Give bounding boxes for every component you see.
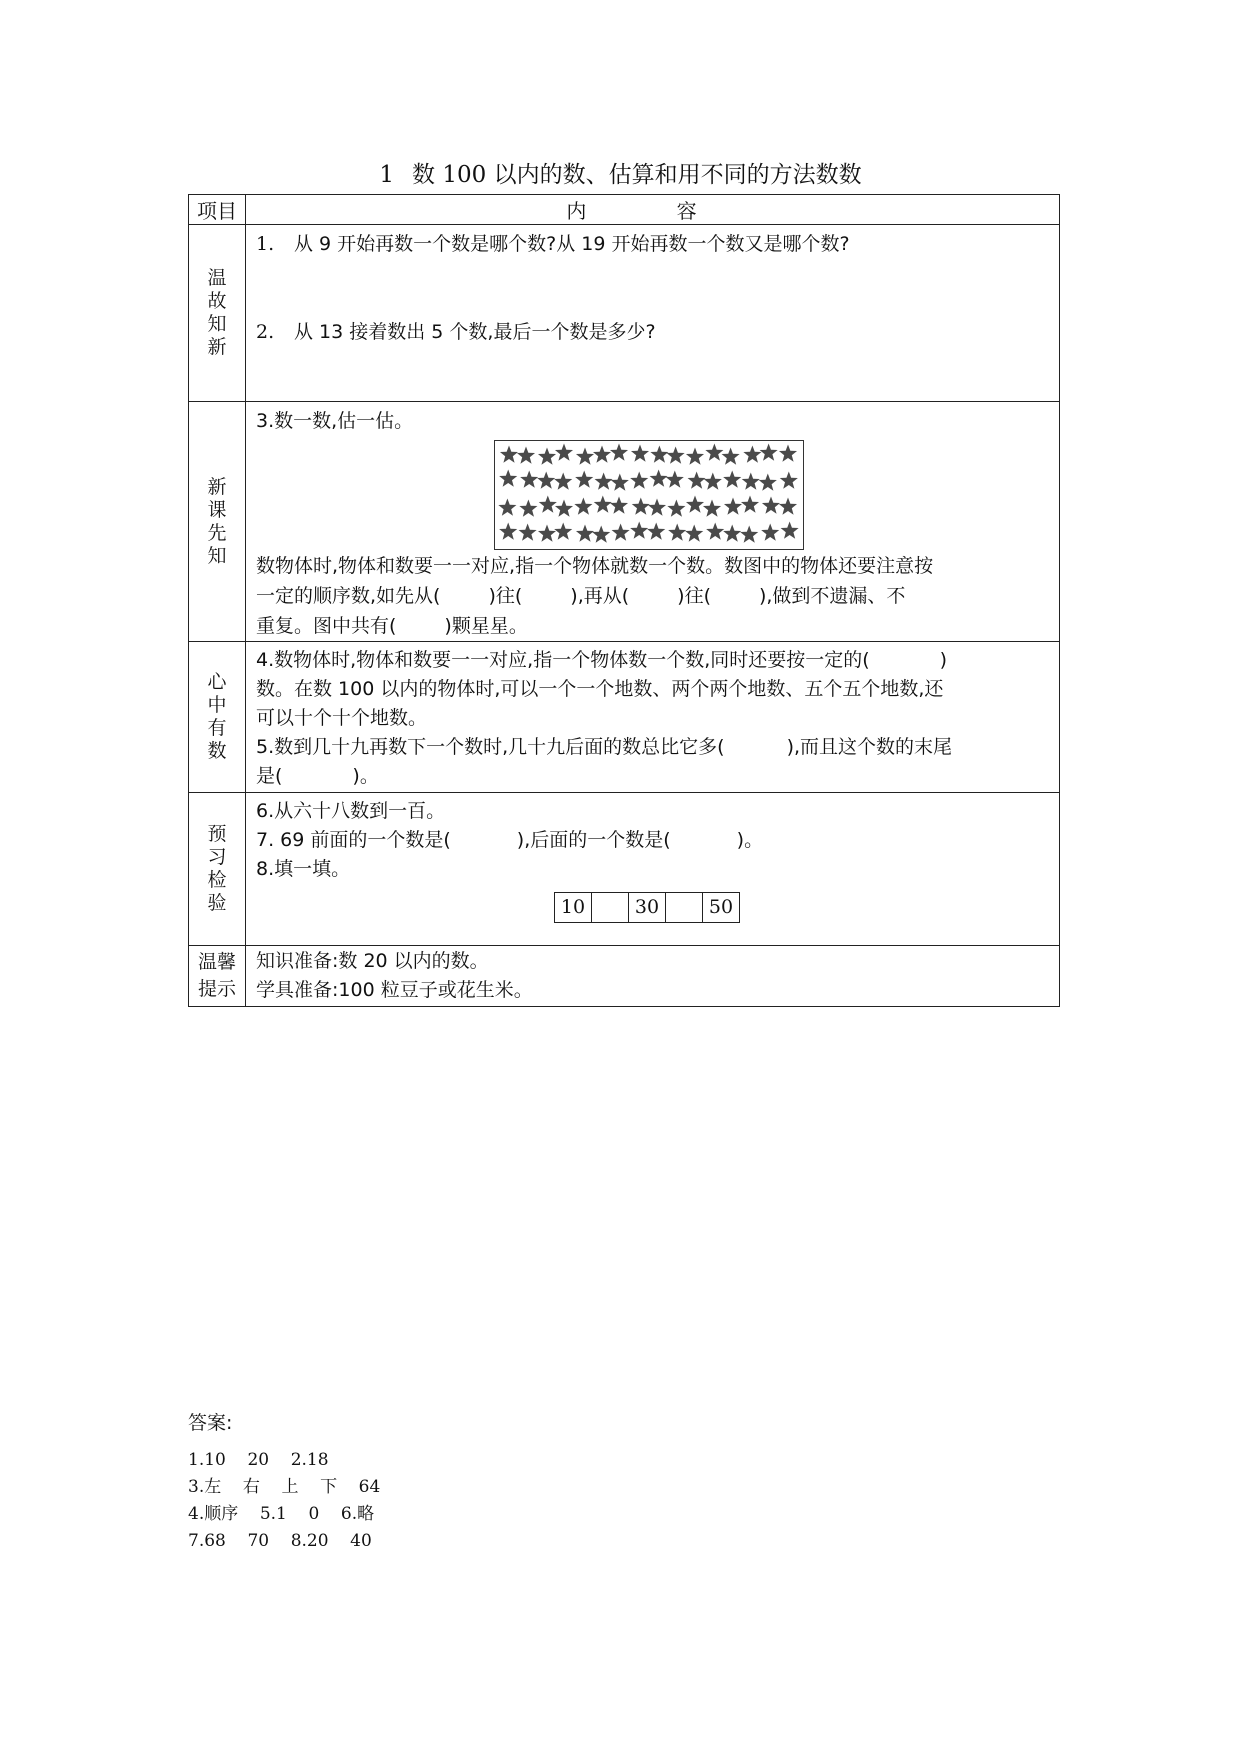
star-icon — [704, 473, 722, 490]
star-icon — [666, 471, 684, 488]
star-icon — [686, 496, 704, 513]
star-icon — [703, 500, 721, 517]
header-item: 项目 — [189, 195, 246, 225]
star-icon — [538, 448, 556, 465]
star-icon — [610, 444, 628, 461]
question-1: 1. 从 9 开始再数一个数是哪个数?从 19 开始再数一个数又是哪个数? — [256, 233, 850, 255]
star-icon — [685, 525, 703, 542]
question-2: 2. 从 13 接着数出 5 个数,最后一个数是多少? — [256, 321, 656, 343]
star-icon — [761, 524, 779, 541]
sequence-cell: 10 — [555, 893, 592, 923]
star-icon — [519, 500, 537, 517]
mind-content — [246, 642, 1060, 793]
star-icon — [575, 471, 593, 488]
star-icon — [500, 446, 518, 463]
star-icon — [759, 474, 777, 491]
star-icon — [539, 496, 557, 513]
star-icon — [538, 525, 556, 542]
label-review: 温 故 知 新 — [189, 225, 246, 402]
star-icon — [499, 470, 517, 487]
star-icon — [555, 444, 573, 461]
answer-line: 1.10 20 2.18 — [188, 1450, 329, 1470]
answer-line: 3.左 右 上 下 64 — [188, 1477, 381, 1497]
answer-line: 7.68 70 8.20 40 — [188, 1531, 372, 1551]
label-mind: 心 中 有 数 — [189, 642, 246, 793]
star-icon — [612, 524, 630, 541]
star-icon — [632, 498, 650, 515]
worksheet-table — [188, 194, 1060, 1006]
star-icon — [592, 526, 610, 543]
star-icon — [723, 525, 741, 542]
star-icon — [498, 499, 516, 516]
star-icon — [576, 448, 594, 465]
star-icon — [555, 500, 573, 517]
tips-content — [246, 946, 1060, 1007]
star-icon — [517, 447, 535, 464]
section-check — [189, 793, 1060, 946]
star-icon — [595, 473, 613, 490]
star-icon — [667, 500, 685, 517]
star-icon — [668, 524, 686, 541]
star-icon — [519, 524, 537, 541]
star-icon — [520, 471, 538, 488]
table-header-row — [189, 195, 1060, 225]
stars-picture — [494, 440, 804, 550]
star-icon — [779, 445, 797, 462]
question-7: 7. 69 前面的一个数是( ),后面的一个数是( )。 — [256, 829, 764, 851]
star-icon — [631, 445, 649, 462]
section-preview — [189, 402, 1060, 642]
number-sequence — [554, 892, 740, 923]
sequence-blank-cell[interactable] — [592, 893, 629, 923]
section-tips — [189, 946, 1060, 1007]
label-check: 预 习 检 验 — [189, 793, 246, 946]
tip-knowledge: 知识准备:数 20 以内的数。 — [256, 950, 489, 972]
star-icon — [554, 473, 572, 490]
star-icon — [743, 446, 761, 463]
star-icon — [779, 498, 797, 515]
section-mind — [189, 642, 1060, 793]
star-icon — [576, 525, 594, 542]
star-icon — [610, 497, 628, 514]
title-text: 数 100 以内的数、估算和用不同的方法数数 — [412, 162, 862, 188]
star-icon — [647, 523, 665, 540]
star-icon — [650, 446, 668, 463]
worksheet-title — [0, 156, 1241, 189]
header-content: 内 容 — [246, 195, 1060, 225]
star-icon — [594, 496, 612, 513]
question-4-line-1: 4.数物体时,物体和数要一一对应,指一个物体数一个数,同时还要按一定的( ) — [256, 649, 948, 671]
question-5-line-2: 是( )。 — [256, 765, 379, 787]
star-icon — [611, 474, 629, 491]
star-icon — [705, 444, 723, 461]
label-preview: 新 课 先 知 — [189, 402, 246, 642]
sequence-blank-cell[interactable] — [666, 893, 703, 923]
question-5-line-1: 5.数到几十九再数下一个数时,几十九后面的数总比它多( ),而且这个数的末尾 — [256, 736, 953, 758]
star-icon — [593, 446, 611, 463]
sequence-cell: 30 — [629, 893, 666, 923]
preview-paragraph-line-3: 重复。图中共有( )颗星星。 — [256, 615, 528, 637]
star-icon — [781, 522, 799, 539]
sequence-cell: 50 — [703, 893, 740, 923]
star-icon — [650, 470, 668, 487]
answer-line: 4.顺序 5.1 0 6.略 — [188, 1504, 375, 1524]
preview-content — [246, 402, 1060, 642]
label-tips: 温馨 提示 — [189, 946, 246, 1007]
star-icon — [667, 447, 685, 464]
star-icon — [724, 498, 742, 515]
question-8: 8.填一填。 — [256, 858, 351, 880]
star-icon — [741, 496, 759, 513]
star-icon — [762, 497, 780, 514]
star-icon — [722, 448, 740, 465]
star-icon — [780, 472, 798, 489]
question-6: 6.从六十八数到一百。 — [256, 800, 446, 822]
star-icon — [554, 523, 572, 540]
star-icon — [574, 498, 592, 515]
star-icon — [630, 522, 648, 539]
review-content — [246, 225, 1060, 402]
stars-grid — [495, 441, 803, 549]
title-number: 1 — [379, 162, 395, 188]
star-icon — [688, 472, 706, 489]
answer-key — [188, 1408, 380, 1555]
star-icon — [537, 472, 555, 489]
star-icon — [499, 523, 517, 540]
answer-heading: 答案: — [188, 1412, 233, 1434]
preview-paragraph-line-2: 一定的顺序数,如先从( )往( ),再从( )往( ),做到不遗漏、不 — [256, 585, 906, 607]
preview-paragraph-line-1: 数物体时,物体和数要一一对应,指一个物体就数一个数。数图中的物体还要注意按 — [256, 555, 934, 577]
star-icon — [740, 526, 758, 543]
section-review — [189, 225, 1060, 402]
check-content — [246, 793, 1060, 946]
star-icon — [648, 499, 666, 516]
star-icon — [686, 448, 704, 465]
star-icon — [742, 473, 760, 490]
question-3: 3.数一数,估一估。 — [256, 410, 414, 432]
star-icon — [723, 471, 741, 488]
question-4-line-2: 数。在数 100 以内的物体时,可以一个一个地数、两个两个地数、五个五个地数,还 — [256, 678, 944, 700]
star-icon — [760, 444, 778, 461]
star-icon — [706, 523, 724, 540]
question-4-line-3: 可以十个十个地数。 — [256, 707, 428, 729]
tip-materials: 学具准备:100 粒豆子或花生米。 — [256, 979, 533, 1001]
star-icon — [630, 472, 648, 489]
